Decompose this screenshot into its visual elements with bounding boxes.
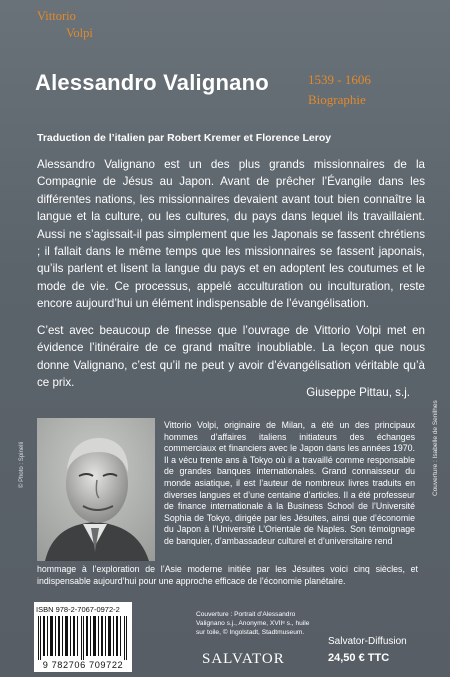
- cover-illustration-info: Couverture : Portrait d’Alessandro Valignano s.j., Anonyme, XVIIᵉ s., huile sur toile, © Ingolstadt, Stadtmuseum.: [196, 611, 310, 636]
- author-portrait-image: [37, 418, 155, 561]
- publisher-name: SALVATOR: [202, 651, 285, 667]
- translation-credit: Traduction de l’italien par Robert Kremer et Florence Leroy: [37, 132, 332, 144]
- blurb-paragraph-2: C’est avec beaucoup de finesse que l’ouvrage de Vittorio Volpi met en évidence l’itinéraire de ce grand maître inoubliable. La leçon que nous donne Valignano, c’est qu’il ne peut y avoir d’évangélisation véritable qu’à ce prix.: [37, 324, 425, 390]
- cover-design-credit: Couverture : Isabelle de Senilhes: [432, 400, 439, 496]
- author-photo: [37, 418, 155, 561]
- author-first-name: Vittorio: [37, 9, 76, 23]
- author-bio-part-2: hommage à l’exploration de l’Asie moderne initiée par les Jésuites voici cinq siècles, et indispensable aujourd’hui pour une approche efficace de l’économie planétaire.: [37, 564, 418, 586]
- isbn-number: ISBN 978-2-7067-0972-2: [36, 605, 120, 614]
- blurb-paragraph-1: Alessandro Valignano est un des plus grands missionnaires de la Compagnie de Jésus au Japon. Avant de prêcher l’Évangile dans les différentes nations, les missionnaires devaient avant tout bien connaître la langue et la culture, ou les cultures, du pays dans lequel ils travaillaient. Aussi ne s’agissait-il pas simplement que les Japonais se fassent chrétiens ; il fallait dans le même temps que les missionnaires se fassent japonais, qu’ils parlent et lisent la langue du pays et en adoptent les coutumes et le mode de vie. Ce processus, appelé acculturation ou inculturation, reste encore aujourd’hui un élément indispensable de l’évangélisation.: [37, 158, 425, 311]
- price-label: 24,50 € TTC: [328, 652, 390, 664]
- barcode-icon: [38, 616, 128, 660]
- author-bio-part-1: Vittorio Volpi, originaire de Milan, a été un des principaux hommes d’affaires italiens initiateurs des échanges commerciaux et financiers avec le Japon dans les années 1970. Il a vécu trente ans à Tokyo où il a travaillé comme responsable de grandes banques internationales. Grand connaisseur du monde asiatique, il est l’auteur de nombreux livres traduits en diverses langues et d’une centaine d’articles. Il a été professeur de finance internationale à la Business School de l’Université Sophia de Tokyo, dirigée par les Jésuites, ainsi que d’économie du Japon à l’Université L’Orientale de Naples. Son témoignage de banquier, d’ambassadeur culturel et d’universitaire rend: [164, 420, 415, 546]
- blurb-signature: Giuseppe Pittau, s.j.: [306, 386, 410, 399]
- book-title: Alessandro Valignano: [35, 70, 269, 95]
- photo-credit: © Photo : Spinelli: [19, 441, 25, 488]
- life-dates: 1539 - 1606: [308, 72, 371, 87]
- barcode-digits: 9 782706 709722: [42, 660, 124, 670]
- author-last-name: Volpi: [66, 26, 93, 40]
- distributor-name: Salvator-Diffusion: [328, 636, 407, 647]
- genre-label: Biographie: [308, 92, 366, 107]
